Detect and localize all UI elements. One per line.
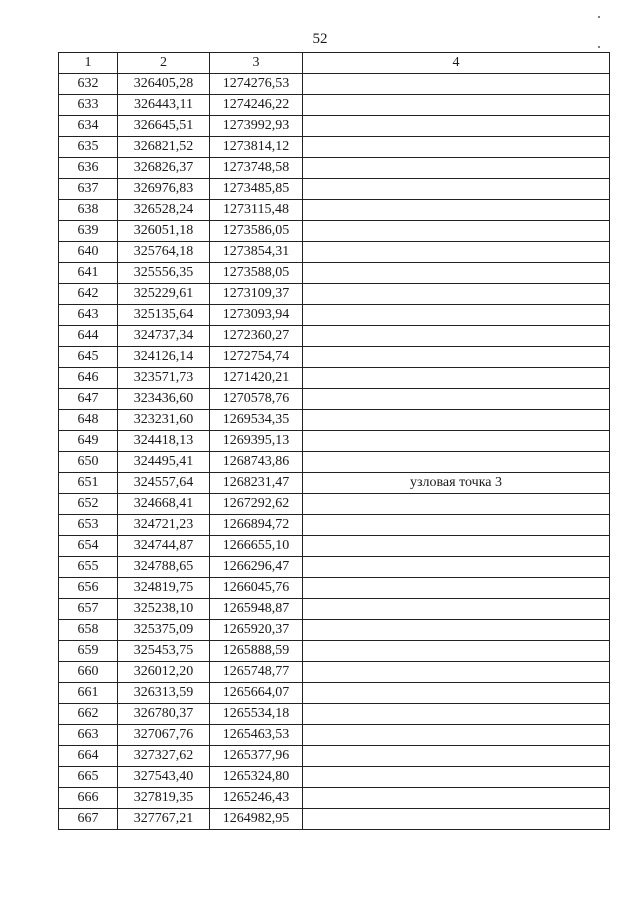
point-number-cell: 659 [59,641,118,662]
point-number-cell: 647 [59,389,118,410]
y-coordinate-cell: 1272360,27 [210,326,303,347]
note-cell [303,410,610,431]
table-row [59,200,610,221]
x-coordinate-cell: 325238,10 [118,599,210,620]
table-row [59,284,610,305]
point-number-cell: 639 [59,221,118,242]
point-number-cell: 657 [59,599,118,620]
point-number-cell: 661 [59,683,118,704]
y-coordinate-cell: 1273814,12 [210,137,303,158]
x-coordinate-cell: 326826,37 [118,158,210,179]
note-cell [303,788,610,809]
note-cell [303,389,610,410]
point-number-cell: 660 [59,662,118,683]
point-number-cell: 666 [59,788,118,809]
table-row [59,557,610,578]
note-cell [303,200,610,221]
point-number-cell: 654 [59,536,118,557]
x-coordinate-cell: 324737,34 [118,326,210,347]
note-cell [303,326,610,347]
note-cell [303,620,610,641]
scan-speck [598,16,600,18]
x-coordinate-cell: 326528,24 [118,200,210,221]
point-number-cell: 663 [59,725,118,746]
note-cell [303,179,610,200]
x-coordinate-cell: 326405,28 [118,74,210,95]
x-coordinate-cell: 324668,41 [118,494,210,515]
note-cell [303,242,610,263]
column-header: 2 [118,53,210,74]
table-row [59,179,610,200]
point-number-cell: 641 [59,263,118,284]
x-coordinate-cell: 325375,09 [118,620,210,641]
x-coordinate-cell: 326012,20 [118,662,210,683]
note-cell [303,767,610,788]
note-cell [303,263,610,284]
y-coordinate-cell: 1266296,47 [210,557,303,578]
x-coordinate-cell: 324495,41 [118,452,210,473]
note-cell [303,704,610,725]
table-row [59,74,610,95]
x-coordinate-cell: 324126,14 [118,347,210,368]
y-coordinate-cell: 1270578,76 [210,389,303,410]
x-coordinate-cell: 326976,83 [118,179,210,200]
y-coordinate-cell: 1273748,58 [210,158,303,179]
point-number-cell: 655 [59,557,118,578]
table-header-row [59,53,610,74]
y-coordinate-cell: 1268231,47 [210,473,303,494]
point-number-cell: 665 [59,767,118,788]
point-number-cell: 658 [59,620,118,641]
y-coordinate-cell: 1266655,10 [210,536,303,557]
point-number-cell: 652 [59,494,118,515]
point-number-cell: 646 [59,368,118,389]
coordinates-table [58,52,610,830]
note-cell [303,599,610,620]
table-row [59,116,610,137]
point-number-cell: 653 [59,515,118,536]
x-coordinate-cell: 324418,13 [118,431,210,452]
x-coordinate-cell: 325229,61 [118,284,210,305]
y-coordinate-cell: 1274276,53 [210,74,303,95]
note-cell [303,746,610,767]
x-coordinate-cell: 326443,11 [118,95,210,116]
y-coordinate-cell: 1264982,95 [210,809,303,830]
y-coordinate-cell: 1273115,48 [210,200,303,221]
y-coordinate-cell: 1268743,86 [210,452,303,473]
y-coordinate-cell: 1265920,37 [210,620,303,641]
y-coordinate-cell: 1269395,13 [210,431,303,452]
page-number: 52 [312,31,328,47]
x-coordinate-cell: 327819,35 [118,788,210,809]
note-cell [303,368,610,389]
x-coordinate-cell: 325135,64 [118,305,210,326]
y-coordinate-cell: 1273854,31 [210,242,303,263]
table-row [59,536,610,557]
point-number-cell: 651 [59,473,118,494]
table-row [59,368,610,389]
point-number-cell: 650 [59,452,118,473]
y-coordinate-cell: 1271420,21 [210,368,303,389]
y-coordinate-cell: 1265888,59 [210,641,303,662]
y-coordinate-cell: 1265534,18 [210,704,303,725]
note-cell [303,221,610,242]
note-cell [303,494,610,515]
x-coordinate-cell: 325764,18 [118,242,210,263]
note-cell [303,683,610,704]
x-coordinate-cell: 325556,35 [118,263,210,284]
point-number-cell: 664 [59,746,118,767]
point-number-cell: 638 [59,200,118,221]
x-coordinate-cell: 327543,40 [118,767,210,788]
note-cell [303,452,610,473]
y-coordinate-cell: 1273485,85 [210,179,303,200]
point-number-cell: 649 [59,431,118,452]
x-coordinate-cell: 324557,64 [118,473,210,494]
point-number-cell: 642 [59,284,118,305]
table-row [59,389,610,410]
note-cell: узловая точка 3 [303,473,610,494]
x-coordinate-cell: 325453,75 [118,641,210,662]
y-coordinate-cell: 1274246,22 [210,95,303,116]
point-number-cell: 634 [59,116,118,137]
x-coordinate-cell: 324721,23 [118,515,210,536]
point-number-cell: 632 [59,74,118,95]
x-coordinate-cell: 327327,62 [118,746,210,767]
y-coordinate-cell: 1267292,62 [210,494,303,515]
table-row [59,641,610,662]
y-coordinate-cell: 1273109,37 [210,284,303,305]
table-row [59,767,610,788]
table-row [59,221,610,242]
x-coordinate-cell: 326780,37 [118,704,210,725]
column-header: 4 [303,53,610,74]
note-cell [303,431,610,452]
point-number-cell: 635 [59,137,118,158]
x-coordinate-cell: 324744,87 [118,536,210,557]
table-row [59,809,610,830]
column-header: 3 [210,53,303,74]
note-cell [303,74,610,95]
x-coordinate-cell: 323571,73 [118,368,210,389]
note-cell [303,662,610,683]
point-number-cell: 643 [59,305,118,326]
y-coordinate-cell: 1265324,80 [210,767,303,788]
y-coordinate-cell: 1273992,93 [210,116,303,137]
table-row [59,620,610,641]
y-coordinate-cell: 1266045,76 [210,578,303,599]
point-number-cell: 633 [59,95,118,116]
table-row [59,599,610,620]
x-coordinate-cell: 323231,60 [118,410,210,431]
note-cell [303,116,610,137]
x-coordinate-cell: 326313,59 [118,683,210,704]
note-cell [303,284,610,305]
point-number-cell: 648 [59,410,118,431]
y-coordinate-cell: 1273586,05 [210,221,303,242]
note-cell [303,536,610,557]
note-cell [303,137,610,158]
note-cell [303,305,610,326]
column-header: 1 [59,53,118,74]
y-coordinate-cell: 1272754,74 [210,347,303,368]
table-row [59,473,610,494]
note-cell [303,809,610,830]
note-cell [303,515,610,536]
table-row [59,704,610,725]
scan-speck [598,46,600,48]
table-row [59,263,610,284]
table-row [59,410,610,431]
table-body [59,74,610,830]
table-row [59,725,610,746]
table-row [59,788,610,809]
note-cell [303,725,610,746]
table-row [59,662,610,683]
y-coordinate-cell: 1265463,53 [210,725,303,746]
y-coordinate-cell: 1273588,05 [210,263,303,284]
note-cell [303,641,610,662]
x-coordinate-cell: 327067,76 [118,725,210,746]
table-row [59,494,610,515]
table-row [59,515,610,536]
table-row [59,242,610,263]
x-coordinate-cell: 323436,60 [118,389,210,410]
point-number-cell: 644 [59,326,118,347]
y-coordinate-cell: 1265664,07 [210,683,303,704]
note-cell [303,158,610,179]
x-coordinate-cell: 326821,52 [118,137,210,158]
point-number-cell: 640 [59,242,118,263]
table-row [59,431,610,452]
note-cell [303,347,610,368]
table-row [59,158,610,179]
point-number-cell: 636 [59,158,118,179]
x-coordinate-cell: 324819,75 [118,578,210,599]
note-cell [303,95,610,116]
y-coordinate-cell: 1265377,96 [210,746,303,767]
y-coordinate-cell: 1273093,94 [210,305,303,326]
point-number-cell: 645 [59,347,118,368]
y-coordinate-cell: 1269534,35 [210,410,303,431]
point-number-cell: 667 [59,809,118,830]
point-number-cell: 637 [59,179,118,200]
x-coordinate-cell: 327767,21 [118,809,210,830]
note-cell [303,557,610,578]
x-coordinate-cell: 326051,18 [118,221,210,242]
table-row [59,683,610,704]
table-row [59,452,610,473]
table-row [59,578,610,599]
table-row [59,347,610,368]
point-number-cell: 656 [59,578,118,599]
y-coordinate-cell: 1266894,72 [210,515,303,536]
table-row [59,95,610,116]
table-row [59,305,610,326]
table-row [59,137,610,158]
note-cell [303,578,610,599]
table-row [59,746,610,767]
y-coordinate-cell: 1265748,77 [210,662,303,683]
y-coordinate-cell: 1265948,87 [210,599,303,620]
table-row [59,326,610,347]
y-coordinate-cell: 1265246,43 [210,788,303,809]
x-coordinate-cell: 326645,51 [118,116,210,137]
point-number-cell: 662 [59,704,118,725]
x-coordinate-cell: 324788,65 [118,557,210,578]
